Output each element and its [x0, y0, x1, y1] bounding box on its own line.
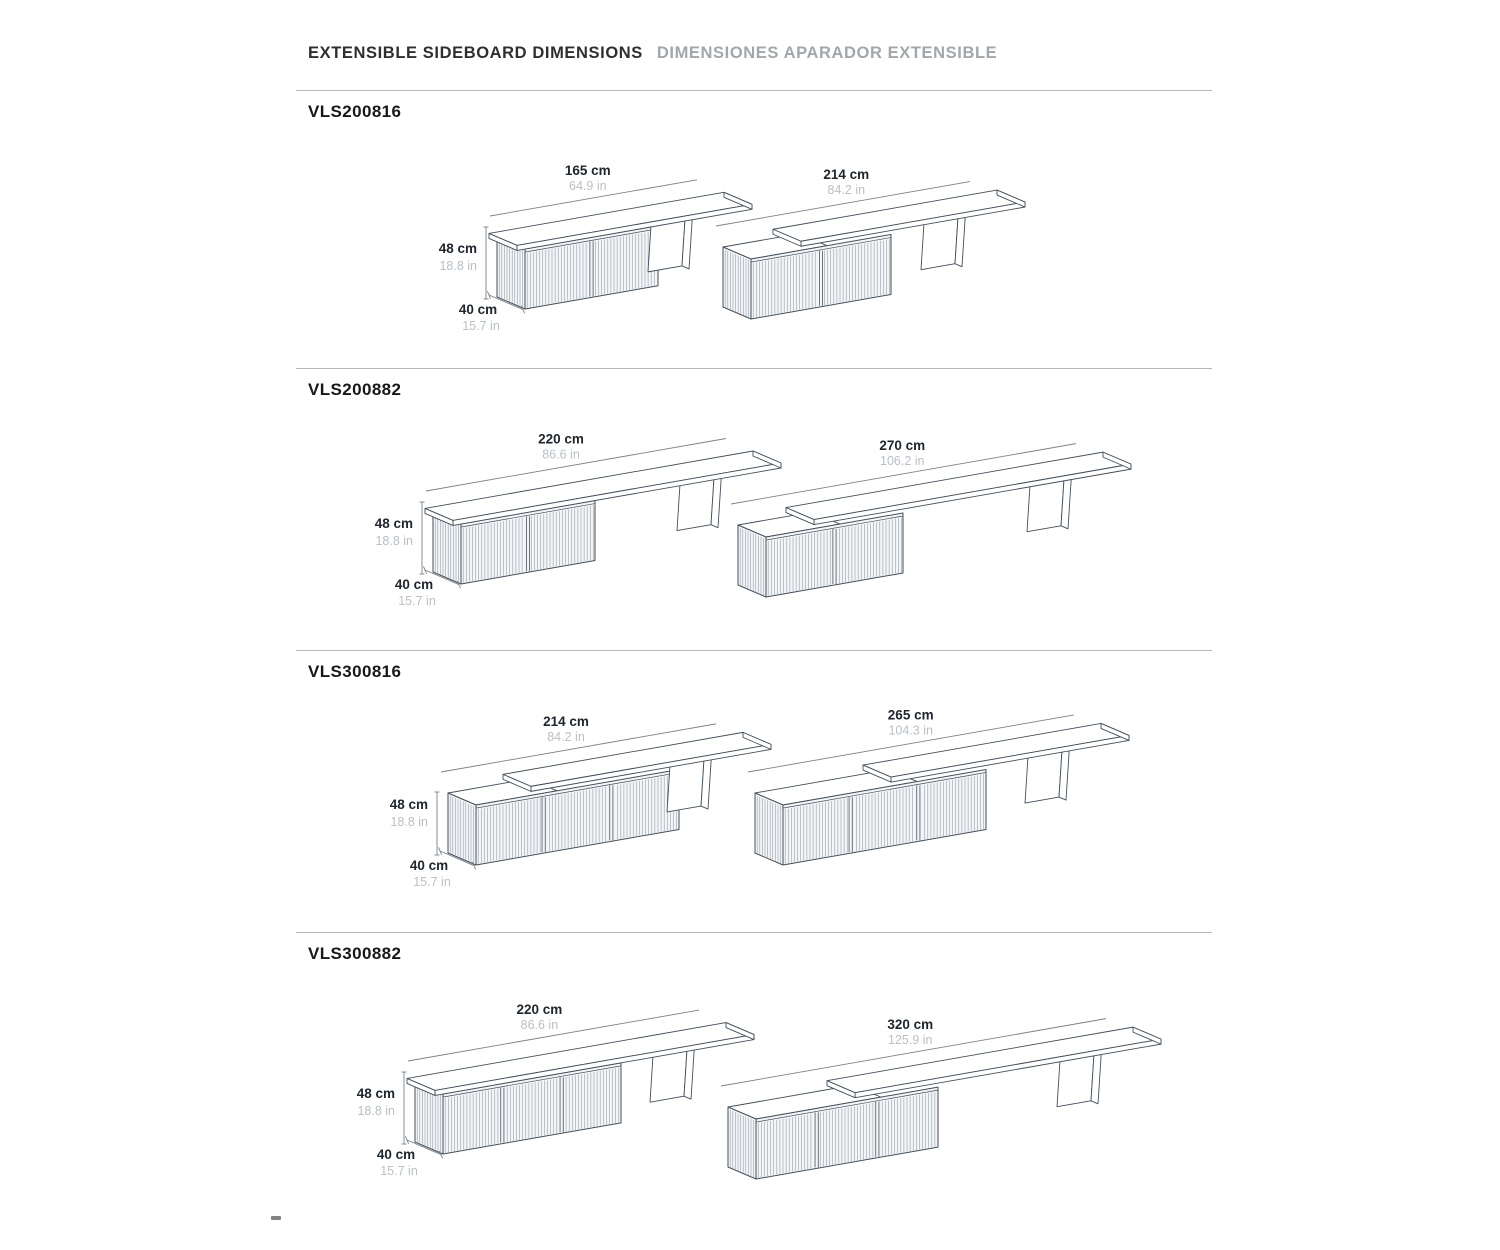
drawing-face [755, 793, 783, 865]
dim-depth-in: 15.7 in [462, 319, 500, 333]
dim-depth-in: 15.7 in [380, 1164, 418, 1178]
diagram-vls200882 [0, 413, 1500, 650]
dim-width-in-extended: 125.9 in [888, 1032, 933, 1047]
drawing-face [453, 463, 781, 525]
diagram-vls300882 [0, 977, 1500, 1250]
product-code: VLS300882 [308, 944, 402, 963]
dim-height-cm: 48 cm [438, 241, 477, 256]
dim-height-in: 18.8 in [357, 1104, 395, 1118]
drawing-face [827, 1027, 1161, 1093]
dim-height-in: 18.8 in [375, 534, 413, 548]
page-header [308, 44, 997, 63]
section-vls300816 [0, 650, 1500, 932]
dim-width-cm-closed: 220 cm [538, 431, 584, 447]
diagram-vls300816 [0, 695, 1500, 932]
dim-width-cm-closed: 220 cm [516, 1002, 563, 1018]
dim-height-in: 18.8 in [390, 815, 428, 829]
section-vls200816 [0, 90, 1500, 368]
drawing-face [448, 793, 476, 865]
drawing-face [728, 1107, 756, 1179]
drawing-face [786, 452, 1131, 519]
dim-width-in-closed: 86.6 in [520, 1018, 559, 1033]
dim-width-in-closed: 64.9 in [569, 178, 607, 193]
dim-height-cm: 48 cm [374, 516, 413, 531]
drawing-face [425, 451, 781, 520]
dim-width-in-extended: 104.3 in [888, 723, 933, 738]
dim-width-in-extended: 84.2 in [827, 183, 866, 198]
stray-mark [271, 1216, 281, 1220]
product-code: VLS200816 [308, 102, 402, 121]
dim-depth-cm: 40 cm [376, 1147, 416, 1162]
page-title: EXTENSIBLE SIDEBOARD DIMENSIONS [308, 44, 643, 62]
dim-width-cm-closed: 165 cm [564, 162, 611, 178]
dim-width-cm-extended: 214 cm [823, 167, 870, 183]
dim-height-cm: 48 cm [389, 797, 428, 812]
drawing-face [738, 525, 766, 597]
section-vls200882 [0, 368, 1500, 650]
dim-width-in-extended: 106.2 in [880, 454, 925, 469]
page-title-secondary: DIMENSIONES APARADOR EXTENSIBLE [656, 44, 998, 62]
dim-width-cm-extended: 265 cm [887, 707, 934, 723]
dim-depth-cm: 40 cm [394, 577, 434, 592]
product-code: VLS300816 [308, 662, 402, 681]
dim-width-cm-closed: 214 cm [543, 714, 589, 730]
dim-height-in: 18.8 in [439, 259, 477, 273]
drawing-face [773, 190, 1025, 241]
dim-depth-cm: 40 cm [409, 858, 449, 873]
dim-depth-in: 15.7 in [413, 875, 451, 889]
dim-depth-in: 15.7 in [398, 594, 436, 608]
diagram-vls200816 [0, 135, 1500, 368]
dim-height-cm: 48 cm [356, 1086, 395, 1101]
section-vls300882 [0, 932, 1500, 1250]
drawing-face [723, 247, 751, 319]
dim-width-in-closed: 86.6 in [542, 447, 580, 462]
dim-width-cm-extended: 270 cm [879, 438, 926, 454]
dim-depth-cm: 40 cm [458, 302, 498, 317]
dim-width-in-closed: 84.2 in [547, 730, 585, 745]
dim-width-cm-extended: 320 cm [887, 1016, 934, 1032]
product-code: VLS200882 [308, 380, 402, 399]
